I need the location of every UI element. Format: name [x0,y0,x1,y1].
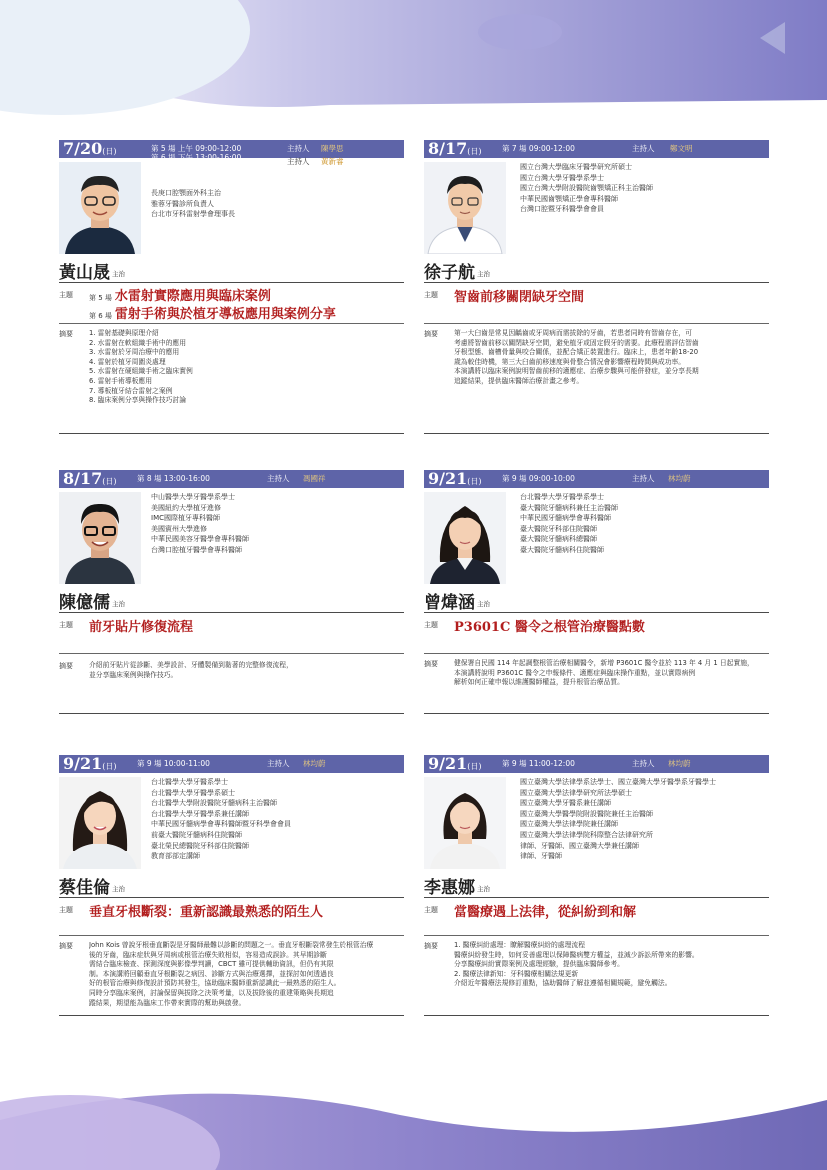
speaker-name: 李惠娜 主治 [424,878,490,898]
session-date: 9/21(日) [428,469,482,488]
session-time: 第 6 場 下午 13:00-16:00 [151,153,242,162]
speaker-bio: 中山醫學大學牙醫學系學士 美國紐約大學植牙進修 IMC國際植牙專科醫師 美國賓州大學進修 中華民國美容牙醫學會專科醫師 台灣口腔植牙醫學會專科醫師 [151,493,249,554]
speaker-photo [424,777,506,869]
session-date: 9/21(日) [428,754,482,773]
speaker-card [59,140,404,435]
talk-topic: 垂直牙根斷裂：重新認識最熟悉的陌生人 [89,905,324,920]
talk-topic: 當醫療遇上法律，從糾紛到和解 [454,905,637,920]
host-label: 主持人 [287,144,310,153]
speaker-name: 陳億儒 主治 [59,593,125,613]
session-date: 9/21(日) [63,754,117,773]
host-name: 林均蔚 [303,759,326,768]
talk-topic: 智齒前移關閉缺牙空間 [454,290,585,305]
speaker-card [424,140,769,435]
divider [424,1015,769,1016]
session-time: 第 7 場 09:00-12:00 [502,144,575,153]
host-name: 林均蔚 [668,759,691,768]
divider [59,612,404,613]
speaker-photo [59,162,141,254]
session-date: 8/17(日) [428,139,482,158]
topic-label: 主題 [424,621,438,629]
host-label: 主持人 [287,157,310,166]
abstract-label: 摘要 [424,942,438,950]
talk-topic: 第 6 場 雷射手術與於植牙導板應用與案例分享 [89,307,336,322]
speaker-bio: 長庚口腔顎面外科主治 雅蓉牙醫診所負責人 台北市牙科雷射學會理事長 [151,189,235,219]
speaker-photo [424,162,506,254]
divider [59,935,404,936]
session-header [424,755,769,773]
divider [424,935,769,936]
talk-abstract: John Kois 曾說牙根垂直斷裂是牙醫師最難以診斷的問題之一。垂直牙根斷裂常發生於根管治療 後的牙齒，臨床症狀與牙周病或根管治療失敗相似，容易造成誤診。其早期診斷 需結合臨床檢查、探測深度與影像學判讀，CBCT 雖可提供輔助資訊，但仍有其限 制。本演講將回顧垂直牙根斷裂之病因、診斷方式與治療選擇，並探討如何透過良 好的根管治療與修復設計預防其發生，協助臨床醫師重新認識此一最熟悉的陌生人。 同時分享臨床案例，討論保留與拔除之決策考量，以及拔除後的重建策略與長期追 蹤結果，期望能為臨床工作帶來實際的幫助與啟發。 [89,941,374,1007]
divider [424,433,769,434]
divider [424,713,769,714]
host-name: 陳學思 [321,144,344,153]
host-label: 主持人 [632,474,655,483]
talk-abstract: 介紹前牙貼片從診斷、美學設計、牙體製備到黏著的完整修復流程， 並分享臨床案例與操作技巧。 [89,661,293,679]
session-header [59,755,404,773]
session-header [59,139,404,166]
topic-label: 主題 [424,906,438,914]
session-date: 8/17(日) [63,469,117,488]
topic-label: 主題 [59,621,73,629]
abstract-label: 摘要 [59,942,73,950]
divider [59,323,404,324]
host-name: 黃新睿 [321,157,344,166]
talk-topic: 第 5 場 水雷射實際應用與臨床案例 [89,289,271,304]
speaker-name: 蔡佳倫 主治 [59,878,125,898]
speaker-card [59,470,404,715]
session-date: 7/20(日) [63,139,117,158]
talk-abstract: 1. 雷射基礎與原理介紹 2. 水雷射在軟組織手術中的應用 3. 水雷射於牙周治療中的應用 4. 雷射於植牙周圍炎處理 5. 水雷射在硬組織手術之臨床實例 6. 雷射手術導板應用 7. 導板植牙結合雷射之案例 8. 臨床案例分享與操作技巧討論 [89,329,193,405]
divider [59,433,404,434]
topic-label: 主題 [424,291,438,299]
topic-label: 主題 [59,906,73,914]
talk-abstract: 健保署自民國 114 年起調整根管治療相關醫令，新增 P3601C 醫令並於 113 年 4 月 1 日起實施， 本演講將說明 P3601C 醫令之申報條件、適應症與臨床操作重點，並以實際病例 解析如何正確申報以維護醫師權益，提升根管治療品質。 [454,659,754,687]
speaker-photo [59,492,141,584]
speaker-name: 徐子航 主治 [424,263,490,283]
session-time: 第 8 場 13:00-16:00 [137,474,210,483]
speaker-photo [59,777,141,869]
abstract-label: 摘要 [424,660,438,668]
abstract-label: 摘要 [59,662,73,670]
talk-topic: P3601C 醫令之根管治療醫點數 [454,620,645,635]
host-label: 主持人 [632,144,655,153]
session-time: 第 5 場 上午 09:00-12:00 [151,144,242,153]
host-label: 主持人 [267,474,290,483]
divider [424,653,769,654]
abstract-label: 摘要 [59,330,73,338]
session-header [59,470,404,488]
speaker-name: 黃山晟 主治 [59,263,125,283]
speaker-card [424,470,769,715]
host-label: 主持人 [632,759,655,768]
speaker-bio: 台北醫學大學牙醫系學士 台北醫學大學牙醫學系碩士 台北醫學大學附設醫院牙髓病科主治醫師 台北醫學大學牙醫學系兼任講師 中華民國牙髓病學會專科醫師暨牙科學會會員 前臺大醫院牙髓病科住院醫師 臺北榮民總醫院牙科部住院醫師 教育部部定講師 [151,778,291,861]
session-time: 第 9 場 11:00-12:00 [502,759,575,768]
top-decoration [0,0,827,120]
divider [59,713,404,714]
talk-topic: 前牙貼片修復流程 [89,620,194,635]
session-header [424,140,769,158]
host-name: 鄭文明 [670,144,693,153]
divider [59,653,404,654]
session-time: 第 9 場 10:00-11:00 [137,759,210,768]
session-time: 第 9 場 09:00-10:00 [502,474,575,483]
session-header [424,470,769,488]
host-name: 馮國祥 [303,474,326,483]
host-label: 主持人 [267,759,290,768]
bottom-decoration [0,1060,827,1170]
divider [424,897,769,898]
divider [424,612,769,613]
speaker-card [59,755,404,1050]
talk-abstract: 第一大臼齒是常見因齲齒或牙周病而需拔除的牙齒，若患者同時有智齒存在，可 考慮將智齒前移以關閉缺牙空間，避免植牙或固定假牙的需要。此療程需評估智齒 牙根型態、齒槽骨量與咬合關係，並配合矯正裝置進行。臨床上，患者年齡18-20 歲為較佳時機，第三大臼齒前移速度與骨整合情況會影響療程時間與成功率。 本演講將以臨床案例說明智齒前移的適應症、治療步驟與可能併發症，並分享長期 追蹤結果，提供臨床醫師治療計畫之參考。 [454,329,699,385]
divider [424,282,769,283]
divider [59,897,404,898]
speaker-bio: 國立臺灣大學法律學系法學士、國立臺灣大學牙醫學系牙醫學士 國立臺灣大學法律學研究所法學碩士 國立臺灣大學牙醫系兼任講師 國立臺灣大學醫學院附設醫院兼任主治醫師 國立臺灣大學法律學院兼任講師 國立臺灣大學法律學院科際整合法律研究所 律師、牙醫師、國立臺灣大學兼任講師 律師、牙醫師 [520,778,716,861]
divider [59,1015,404,1016]
abstract-label: 摘要 [424,330,438,338]
speaker-card [424,755,769,1050]
speaker-name: 曾煒涵 主治 [424,593,490,613]
speaker-bio: 國立台灣大學臨床牙醫學研究所碩士 國立台灣大學牙醫學系學士 國立台灣大學附設醫院齒顎矯正科主治醫師 中華民國齒顎矯正學會專科醫師 台灣口腔暨牙科醫學會會員 [520,163,653,214]
host-name: 林均蔚 [668,474,691,483]
divider [59,282,404,283]
talk-abstract: 1. 醫療糾紛處理：瞭解醫療糾紛的處理流程 醫療糾紛發生時，如何妥善處理以保障醫病雙方權益，並減少訴訟所帶來的影響。 分享醫療糾紛實際案例及處理經驗，提供臨床醫師參考。 2. 醫療法律新知：牙科醫療相關法規更新 介紹近年醫療法規修訂重點，協助醫師了解並遵循相關規範，避免觸法。 [454,941,699,988]
topic-label: 主題 [59,291,73,299]
speaker-photo [424,492,506,584]
divider [424,323,769,324]
speaker-bio: 台北醫學大學牙醫學系學士 臺大醫院牙髓病科兼任主治醫師 中華民國牙髓病學會專科醫師 臺大醫院牙科部住院醫師 臺大醫院牙髓病科總醫師 臺大醫院牙髓病科住院醫師 [520,493,618,554]
